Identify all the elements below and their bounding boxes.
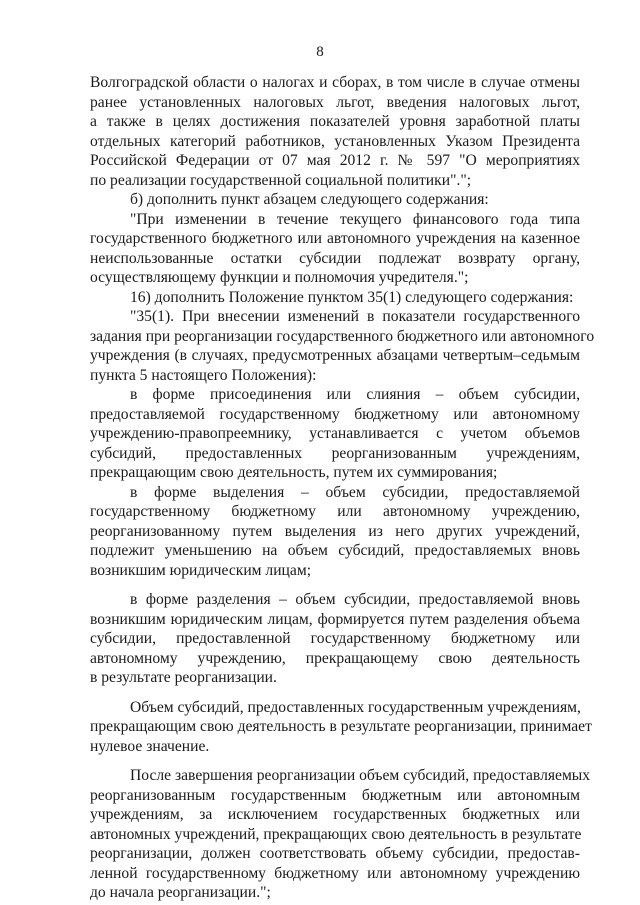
text-line: отдельных категорий работников, установленных Указом Президента <box>90 132 580 150</box>
text-line: а также в целях достижения показателей уровня заработной платы <box>90 113 580 130</box>
text-line: задания при реорганизации государственного бюджетного или автономного <box>90 327 595 345</box>
text-line: После завершения реорганизации объем субсидий, предоставляемых <box>130 767 591 784</box>
text-line: неиспользованные остатки субсидии подлежат возврату органу, <box>90 249 580 267</box>
text-line: нулевое значение. <box>90 737 210 755</box>
text-line: реорганизованным государственным бюджетным или автономным <box>90 786 580 804</box>
text-line: государственному бюджетному или автономному учреждению, <box>90 503 580 520</box>
text-line: до начала реорганизации."; <box>90 884 271 901</box>
text-line: прекращающим свою деятельность в результате реорганизации, принимает <box>90 718 592 735</box>
text-line: ранее установленных налоговых льгот, введения налоговых льгот, <box>90 93 580 111</box>
text-line: учреждению-правопреемнику, устанавливается с учетом объемов <box>90 425 580 442</box>
text-line: б) дополнить пункт абзацем следующего содержания: <box>130 191 489 208</box>
para-merger <box>90 385 580 483</box>
para-spinoff <box>90 483 580 581</box>
text-line: осуществляющему функции и полномочия учредителя."; <box>90 269 469 286</box>
para-item-16 <box>90 288 580 308</box>
para-division <box>90 590 580 688</box>
text-line: предоставляемой государственному бюджетному или автономному <box>90 405 580 423</box>
text-line: Объем субсидий, предоставленных государственным учреждениям, <box>130 698 581 716</box>
document-body <box>90 73 595 903</box>
text-line: в форме разделения – объем субсидии, предоставляемой вновь <box>130 591 580 608</box>
text-line: автономному учреждению, прекращающему свою деятельность <box>90 649 580 667</box>
text-line: субсидий, предоставленных реорганизованным учреждениям, <box>90 444 580 462</box>
text-line: возникшим юридическим лицам, формируется путем разделения объема <box>90 610 580 628</box>
text-line: "35(1). При внесении изменений в показатели государственного <box>130 308 580 325</box>
text-line: в форме присоединения или слияния – объем субсидии, <box>130 386 580 403</box>
text-line: в форме выделения – объем субсидии, предоставляемой <box>130 483 580 501</box>
page-number: 8 <box>316 44 324 60</box>
para-quote-change <box>90 210 580 288</box>
text-line: в результате реорганизации. <box>90 669 277 686</box>
text-line: 16) дополнить Положение пунктом 35(1) следующего содержания: <box>130 288 574 306</box>
text-line: прекращающим свою деятельность, путем их суммирования; <box>90 464 498 481</box>
text-line: ленной государственному бюджетному или автономному учреждению <box>90 864 580 882</box>
text-line: пункта 5 настоящего Положения): <box>90 366 317 384</box>
text-line: государственного бюджетного или автономного учреждения на казенное <box>90 230 580 247</box>
para-item-b <box>90 190 580 210</box>
text-line: автономных учреждений, прекращающих свою деятельность в результате <box>90 825 582 843</box>
text-line: по реализации государственной социальной политики"."; <box>90 171 472 189</box>
text-line: субсидии, предоставленной государственному бюджетному или <box>90 630 580 647</box>
text-line: учреждениям, за исключением государственных бюджетных или <box>90 806 580 823</box>
para-35-1 <box>90 307 595 385</box>
text-line: "При изменении в течение текущего финансового года типа <box>130 210 580 228</box>
text-line: реорганизации, должен соответствовать объему субсидии, предостав- <box>90 845 580 862</box>
para-after-reorg <box>90 766 591 903</box>
text-line: реорганизованному путем выделения из него других учреждений, <box>90 522 580 540</box>
text-line: возникшим юридическим лицам; <box>90 561 312 579</box>
text-line: Волгоградской области о налогах и сборах, в том числе в случае отмены <box>90 74 580 91</box>
text-line: Российской Федерации от 07 мая 2012 г. № 597 "О мероприятиях <box>90 152 580 169</box>
para-zero-value <box>90 698 592 757</box>
text-line: подлежит уменьшению на объем субсидий, предоставляемых вновь <box>90 542 580 559</box>
para-continuation <box>90 73 580 190</box>
text-line: учреждения (в случаях, предусмотренных абзацами четвертым–седьмым <box>90 347 580 364</box>
